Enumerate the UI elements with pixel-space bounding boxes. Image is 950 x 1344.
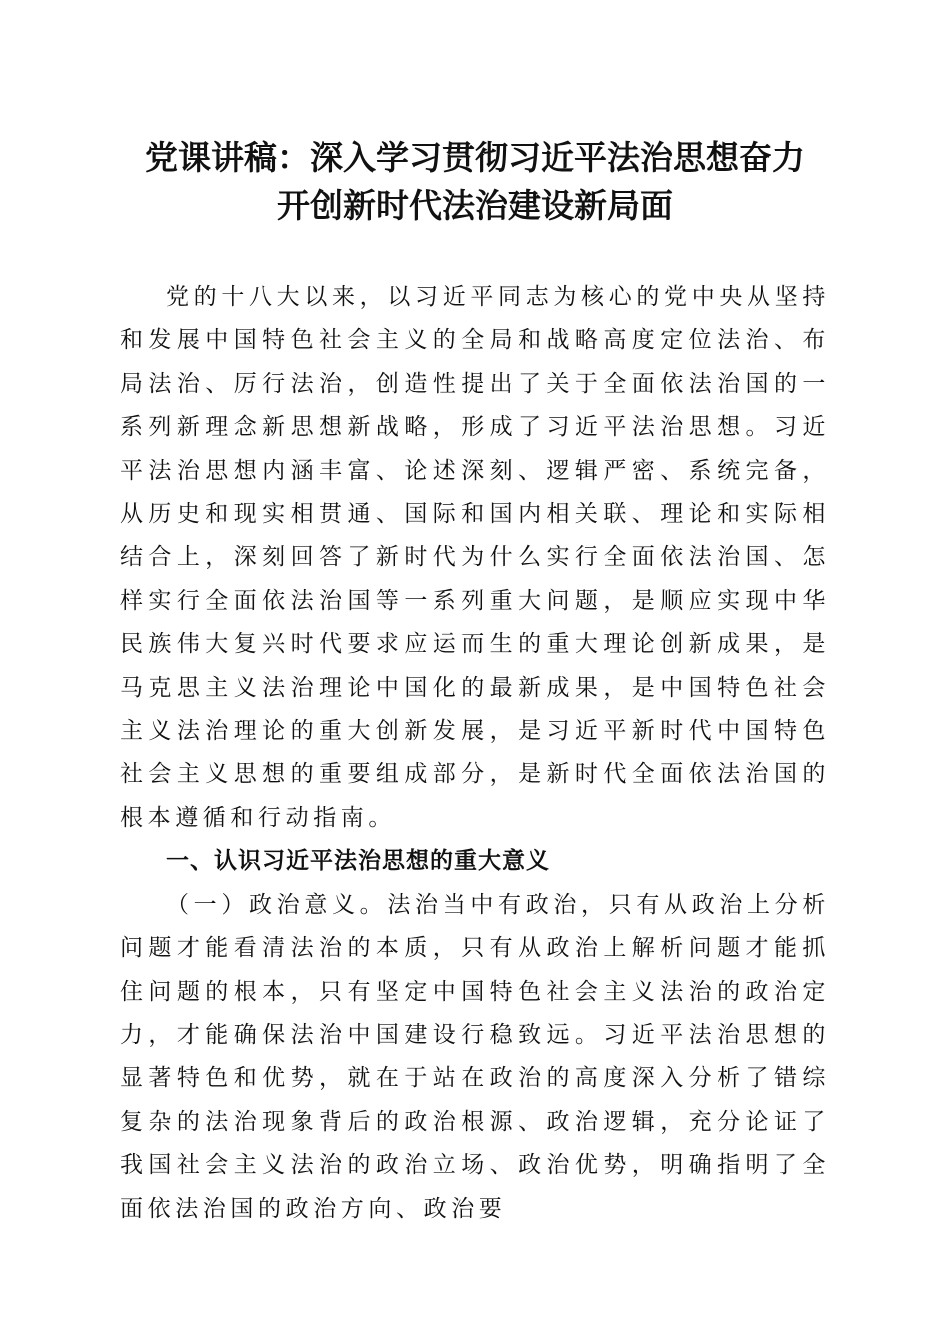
section-heading: 一、认识习近平法治思想的重大意义 (166, 848, 550, 875)
document-body (120, 276, 830, 1231)
title-line-1: 党课讲稿：深入学习贯彻习近平法治思想奋力 (145, 138, 805, 177)
section-paragraph: （一）政治意义。法治当中有政治，只有从政治上分析问题才能看清法治的本质，只有从政治上解析问题才能抓住问题的根本，只有坚定中国特色社会主义法治的政治定力，才能确保法治中国建设行稳致远。习近平法治思想的显著特色和优势，就在于站在政治的高度深入分析了错综复杂的法治现象背后的政治根源、政治逻辑，充分论证了我国社会主义法治的政治立场、政治优势，明确指明了全面依法治国的政治方向、政治要 (120, 891, 830, 1222)
document-title (100, 134, 850, 230)
title-line-2: 开创新时代法治建设新局面 (277, 186, 673, 225)
intro-paragraph: 党的十八大以来，以习近平同志为核心的党中央从坚持和发展中国特色社会主义的全局和战略高度定位法治、布局法治、厉行法治，创造性提出了关于全面依法治国的一系列新理念新思想新战略，形成了习近平法治思想。习近平法治思想内涵丰富、论述深刻、逻辑严密、系统完备，从历史和现实相贯通、国际和国内相关联、理论和实际相结合上，深刻回答了新时代为什么实行全面依法治国、怎样实行全面依法治国等一系列重大问题，是顺应实现中华民族伟大复兴时代要求应运而生的重大理论创新成果，是马克思主义法治理论中国化的最新成果，是中国特色社会主义法治理论的重大创新发展，是习近平新时代中国特色社会主义思想的重要组成部分，是新时代全面依法治国的根本遵循和行动指南。 (120, 284, 830, 831)
